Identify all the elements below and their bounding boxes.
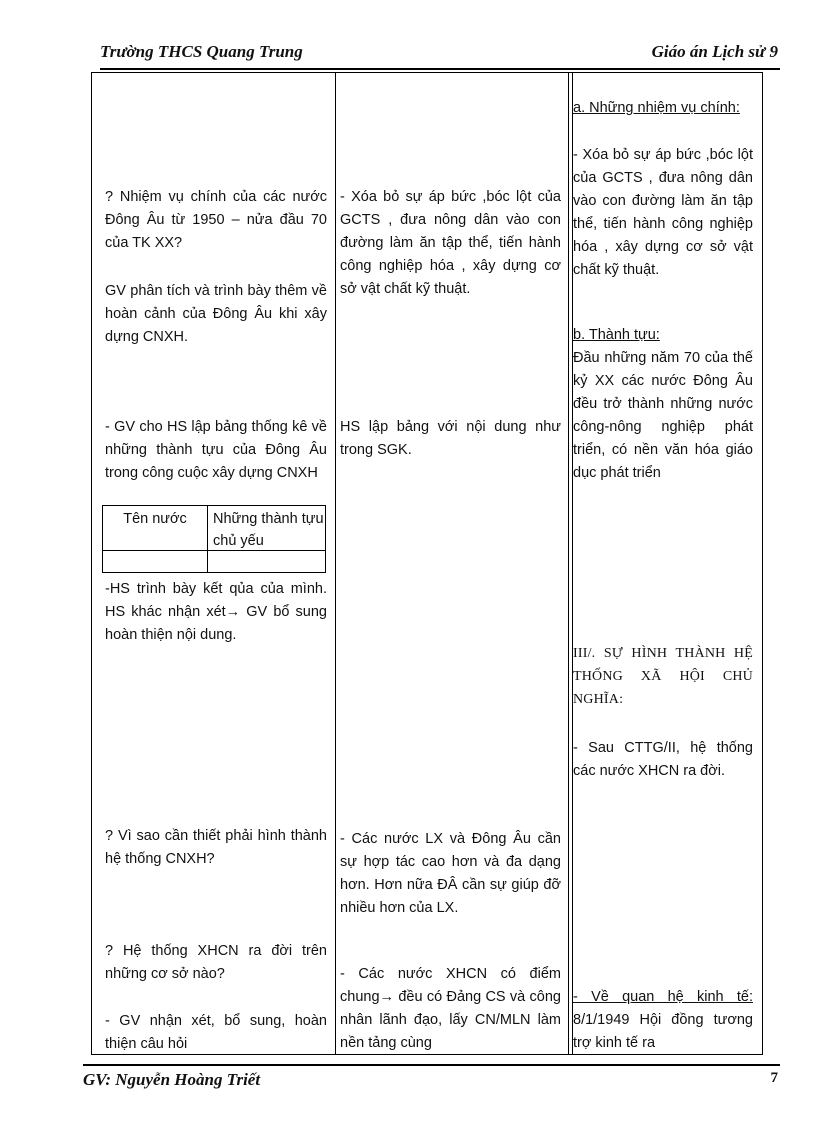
- column-divider: [335, 73, 336, 1054]
- section-b-title: b. Thành tựu:: [573, 327, 660, 343]
- teacher-note-1: GV phân tích và trình bày thêm về hoàn cảnh của Đông Âu khi xây dựng CNXH.: [105, 283, 327, 345]
- section-a-text: - Xóa bỏ sự áp bức ,bóc lột của GCTS , đưa nông dân vào con đường làm ăn tập thể, tiến hành công nghiệp hóa , xây dựng cơ sở vật chất kỹ thuật.: [573, 147, 753, 278]
- section-iii-text: - Sau CTTG/II, hệ thống các nước XHCN ra đời.: [573, 740, 753, 779]
- teacher-name: GV: Nguyễn Hoàng Triết: [83, 1070, 261, 1089]
- achievements-table: [102, 505, 326, 573]
- school-name: Trường THCS Quang Trung: [100, 42, 303, 61]
- answer-4: - Các nước XHCN có điểm chung→ đều có Đảng CS và công nhân lãnh đạo, lấy CN/MLN làm nền tảng cùng: [340, 966, 561, 1051]
- economic-relations-text: 8/1/1949 Hội đồng tương trợ kinh tế ra: [573, 1012, 753, 1051]
- page-number: 7: [770, 1070, 778, 1086]
- student-activity: -HS trình bày kết qủa của mình. HS khác nhận xét→ GV bổ sung hoàn thiện nội dung.: [105, 581, 327, 643]
- section-b-text: Đầu những năm 70 của thế kỷ XX các nước Đông Âu đều trở thành những nước công-nông nghiệp phát triển, có nền văn hóa giáo dục phát triển: [573, 350, 753, 481]
- teacher-note-2: - GV cho HS lập bảng thống kê về những thành tựu của Đông Âu trong công cuộc xây dựng CNXH: [105, 419, 327, 481]
- achievements-header: Những thành tựu chủ yếu: [213, 511, 324, 549]
- section-a-title: a. Những nhiệm vụ chính:: [573, 100, 740, 116]
- economic-relations: [573, 986, 753, 1055]
- section-iii-title: III/. SỰ HÌNH THÀNH HỆ THỐNG XÃ HỘI CHỦ NGHĨA:: [573, 646, 753, 707]
- teacher-note-3: - GV nhận xét, bổ sung, hoàn thiện câu hỏi: [105, 1013, 327, 1052]
- document-title: Giáo án Lịch sử 9: [651, 42, 778, 61]
- question-3: ? Hệ thống XHCN ra đời trên những cơ sở nào?: [105, 943, 327, 982]
- page-header: [100, 40, 780, 70]
- answer-2: HS lập bảng với nội dung như trong SGK.: [340, 419, 561, 458]
- country-header: Tên nước: [123, 511, 187, 527]
- question-2: ? Vì sao cần thiết phải hình thành hệ thống CNXH?: [105, 828, 327, 867]
- question-1: ? Nhiệm vụ chính của các nước Đông Âu từ 1950 – nửa đầu 70 của TK XX?: [105, 189, 327, 251]
- answer-1: - Xóa bỏ sự áp bức ,bóc lột của GCTS , đưa nông dân vào con đường làm ăn tập thể, tiến hành công nghiệp hóa , xây dựng cơ sở vật chất kỹ thuật.: [340, 189, 561, 297]
- column-divider: [568, 73, 569, 1054]
- answer-3: - Các nước LX và Đông Âu cần sự hợp tác cao hơn và đa dạng hơn. Hơn nữa ĐÂ cần sự giúp đỡ nhiều hơn của LX.: [340, 831, 561, 916]
- page-footer: [83, 1064, 780, 1096]
- economic-relations-label: - Về quan hệ kinh tế:: [573, 989, 753, 1005]
